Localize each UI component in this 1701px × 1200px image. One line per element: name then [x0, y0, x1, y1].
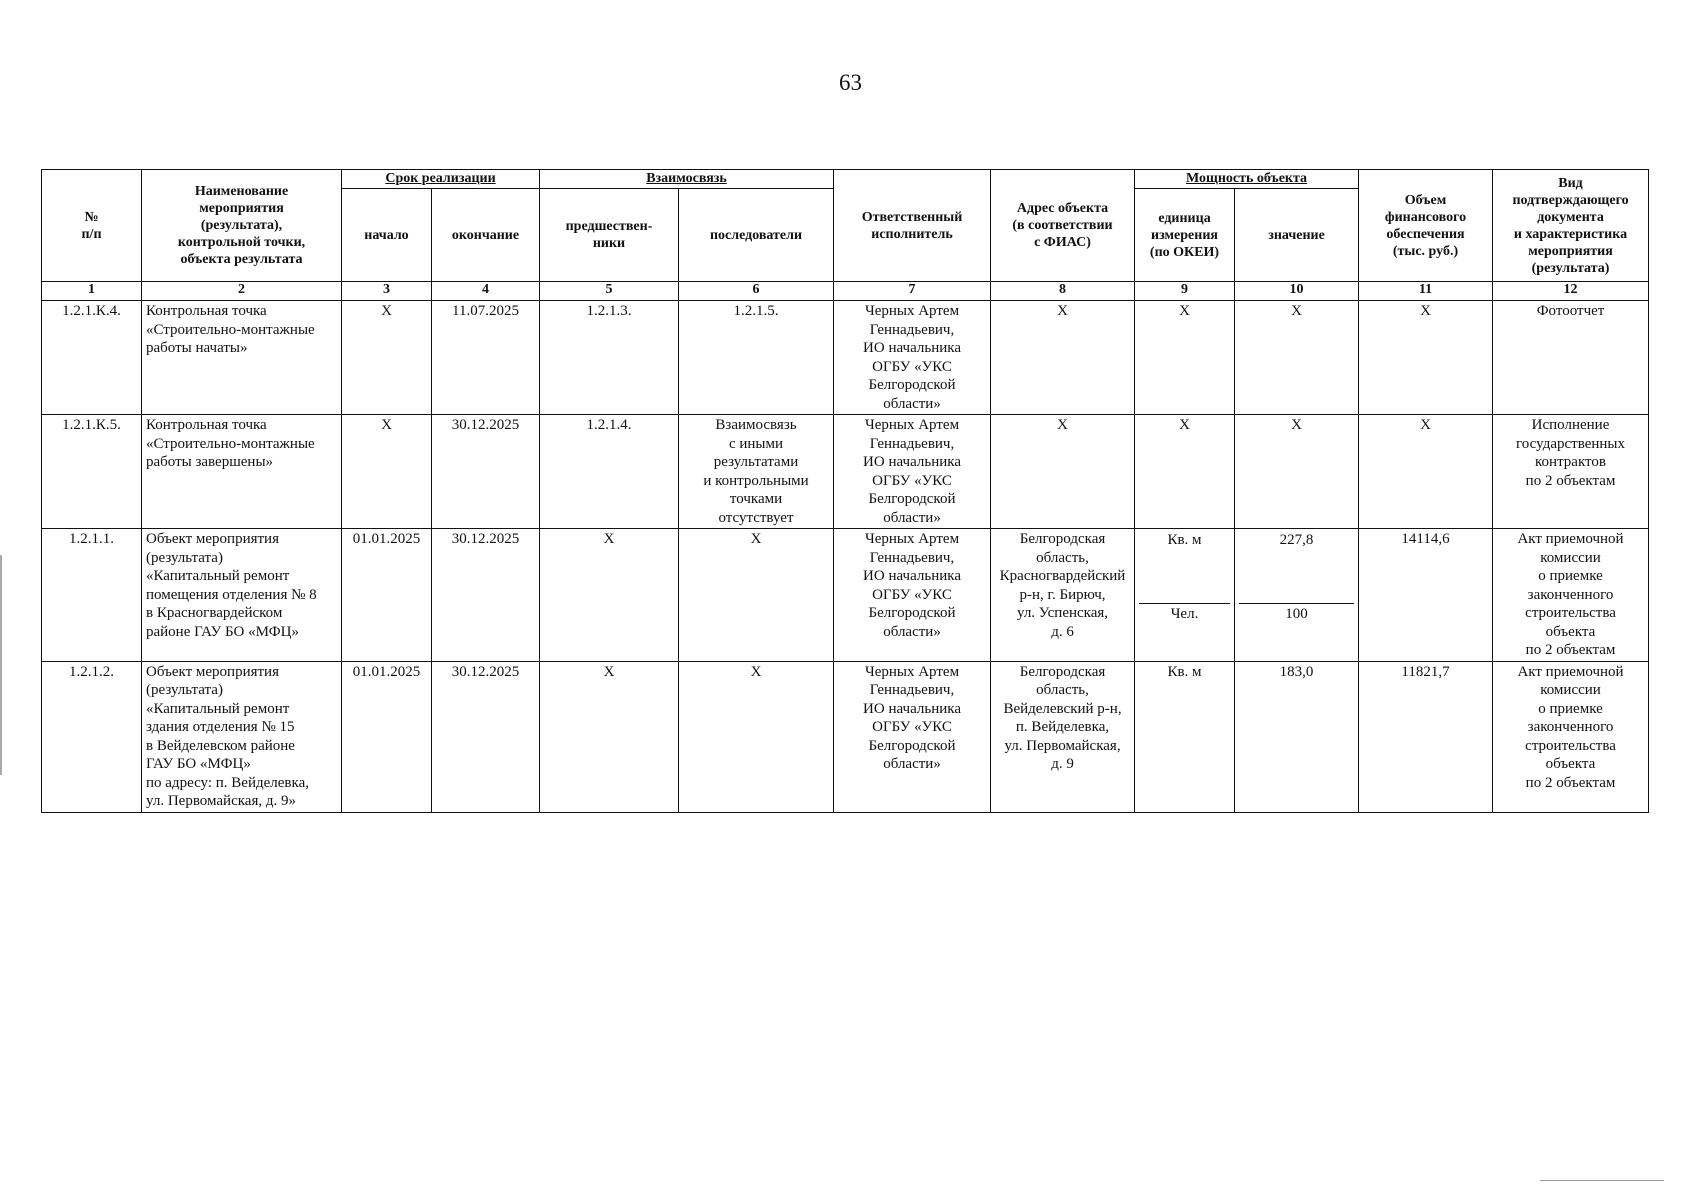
cell-resp: Черных Артем Геннадьевич, ИО начальника ОГБУ «УКС Белгородской области» [834, 661, 991, 812]
header-fin: Объем финансового обеспечения (тыс. руб.) [1359, 170, 1493, 282]
header-value: значение [1235, 189, 1359, 282]
table-row [42, 301, 1649, 415]
header-name: Наименование мероприятия (результата), контрольной точки, объекта результата [142, 170, 342, 282]
cell-num: 1.2.1.К.4. [42, 301, 142, 415]
cell-resp: Черных Артем Геннадьевич, ИО начальника ОГБУ «УКС Белгородской области» [834, 529, 991, 662]
value-secondary: 100 [1239, 603, 1354, 625]
header-power: Мощность объекта [1135, 170, 1359, 189]
cell-addr: Белгородская область, Красногвардейский р-н, г. Бирюч, ул. Успенская, д. 6 [991, 529, 1135, 662]
cell-resp: Черных Артем Геннадьевич, ИО начальника ОГБУ «УКС Белгородской области» [834, 301, 991, 415]
header-unit: единица измерения (по ОКЕИ) [1135, 189, 1235, 282]
cell-fin: 11821,7 [1359, 661, 1493, 812]
cell-resp: Черных Артем Геннадьевич, ИО начальника ОГБУ «УКС Белгородской области» [834, 415, 991, 529]
cell-addr: X [991, 301, 1135, 415]
cell-value: X [1235, 415, 1359, 529]
value-primary: 227,8 [1279, 532, 1314, 548]
header-end: окончание [432, 189, 540, 282]
scan-edge-line [0, 555, 2, 775]
col-number: 1 [42, 282, 142, 301]
scan-edge-line [1540, 1180, 1664, 1181]
cell-fin: X [1359, 301, 1493, 415]
cell-doc: Исполнение государственных контрактов по 2 объектам [1493, 415, 1649, 529]
cell-unit: Кв. м [1135, 661, 1235, 812]
table-row [42, 415, 1649, 529]
header-srok: Срок реализации [342, 170, 540, 189]
cell-post: Взаимосвязь с иными результатами и контрольными точками отсутствует [679, 415, 834, 529]
cell-end: 30.12.2025 [432, 661, 540, 812]
cell-doc: Акт приемочной комиссии о приемке законченного строительства объекта по 2 объектам [1493, 661, 1649, 812]
cell-unit [1135, 529, 1235, 662]
col-number: 9 [1135, 282, 1235, 301]
col-number: 11 [1359, 282, 1493, 301]
cell-end: 30.12.2025 [432, 415, 540, 529]
cell-end: 30.12.2025 [432, 529, 540, 662]
page-number: 63 [839, 70, 862, 95]
cell-start: X [342, 415, 432, 529]
cell-name: Объект мероприятия (результата) «Капитальный ремонт здания отделения № 15 в Вейделевском районе ГАУ БО «МФЦ» по адресу: п. Вейделевка, ул. Первомайская, д. 9» [142, 661, 342, 812]
cell-addr: Белгородская область, Вейделевский р-н, п. Вейделевка, ул. Первомайская, д. 9 [991, 661, 1135, 812]
cell-pred: 1.2.1.3. [540, 301, 679, 415]
cell-pred: X [540, 661, 679, 812]
cell-name: Контрольная точка «Строительно-монтажные работы завершены» [142, 415, 342, 529]
col-number: 6 [679, 282, 834, 301]
header-resp: Ответственный исполнитель [834, 170, 991, 282]
column-numbers-row [42, 282, 1649, 301]
cell-post: X [679, 529, 834, 662]
cell-start: 01.01.2025 [342, 529, 432, 662]
cell-fin: X [1359, 415, 1493, 529]
header-link: Взаимосвязь [540, 170, 834, 189]
cell-num: 1.2.1.2. [42, 661, 142, 812]
cell-num: 1.2.1.К.5. [42, 415, 142, 529]
cell-unit: X [1135, 301, 1235, 415]
cell-doc: Фотоотчет [1493, 301, 1649, 415]
table-row [42, 529, 1649, 662]
unit-secondary: Чел. [1139, 603, 1230, 625]
header-num: № п/п [42, 170, 142, 282]
cell-fin: 14114,6 [1359, 529, 1493, 662]
col-number: 5 [540, 282, 679, 301]
cell-pred: X [540, 529, 679, 662]
header-start: начало [342, 189, 432, 282]
cell-start: 01.01.2025 [342, 661, 432, 812]
col-number: 7 [834, 282, 991, 301]
cell-value: X [1235, 301, 1359, 415]
header-doc: Вид подтверждающего документа и характеристика мероприятия (результата) [1493, 170, 1649, 282]
cell-value [1235, 529, 1359, 662]
cell-pred: 1.2.1.4. [540, 415, 679, 529]
header-addr: Адрес объекта (в соответствии с ФИАС) [991, 170, 1135, 282]
cell-end: 11.07.2025 [432, 301, 540, 415]
unit-primary: Кв. м [1167, 532, 1202, 548]
cell-name: Объект мероприятия (результата) «Капитальный ремонт помещения отделения № 8 в Красногвардейском районе ГАУ БО «МФЦ» [142, 529, 342, 662]
cell-post: X [679, 661, 834, 812]
header-pred: предшествен- ники [540, 189, 679, 282]
results-table [41, 169, 1649, 813]
col-number: 10 [1235, 282, 1359, 301]
col-number: 8 [991, 282, 1135, 301]
col-number: 12 [1493, 282, 1649, 301]
cell-value: 183,0 [1235, 661, 1359, 812]
table-row [42, 661, 1649, 812]
col-number: 2 [142, 282, 342, 301]
col-number: 4 [432, 282, 540, 301]
cell-num: 1.2.1.1. [42, 529, 142, 662]
cell-name: Контрольная точка «Строительно-монтажные работы начаты» [142, 301, 342, 415]
col-number: 3 [342, 282, 432, 301]
cell-post: 1.2.1.5. [679, 301, 834, 415]
cell-addr: X [991, 415, 1135, 529]
cell-doc: Акт приемочной комиссии о приемке законченного строительства объекта по 2 объектам [1493, 529, 1649, 662]
cell-unit: X [1135, 415, 1235, 529]
header-post: последователи [679, 189, 834, 282]
cell-start: X [342, 301, 432, 415]
